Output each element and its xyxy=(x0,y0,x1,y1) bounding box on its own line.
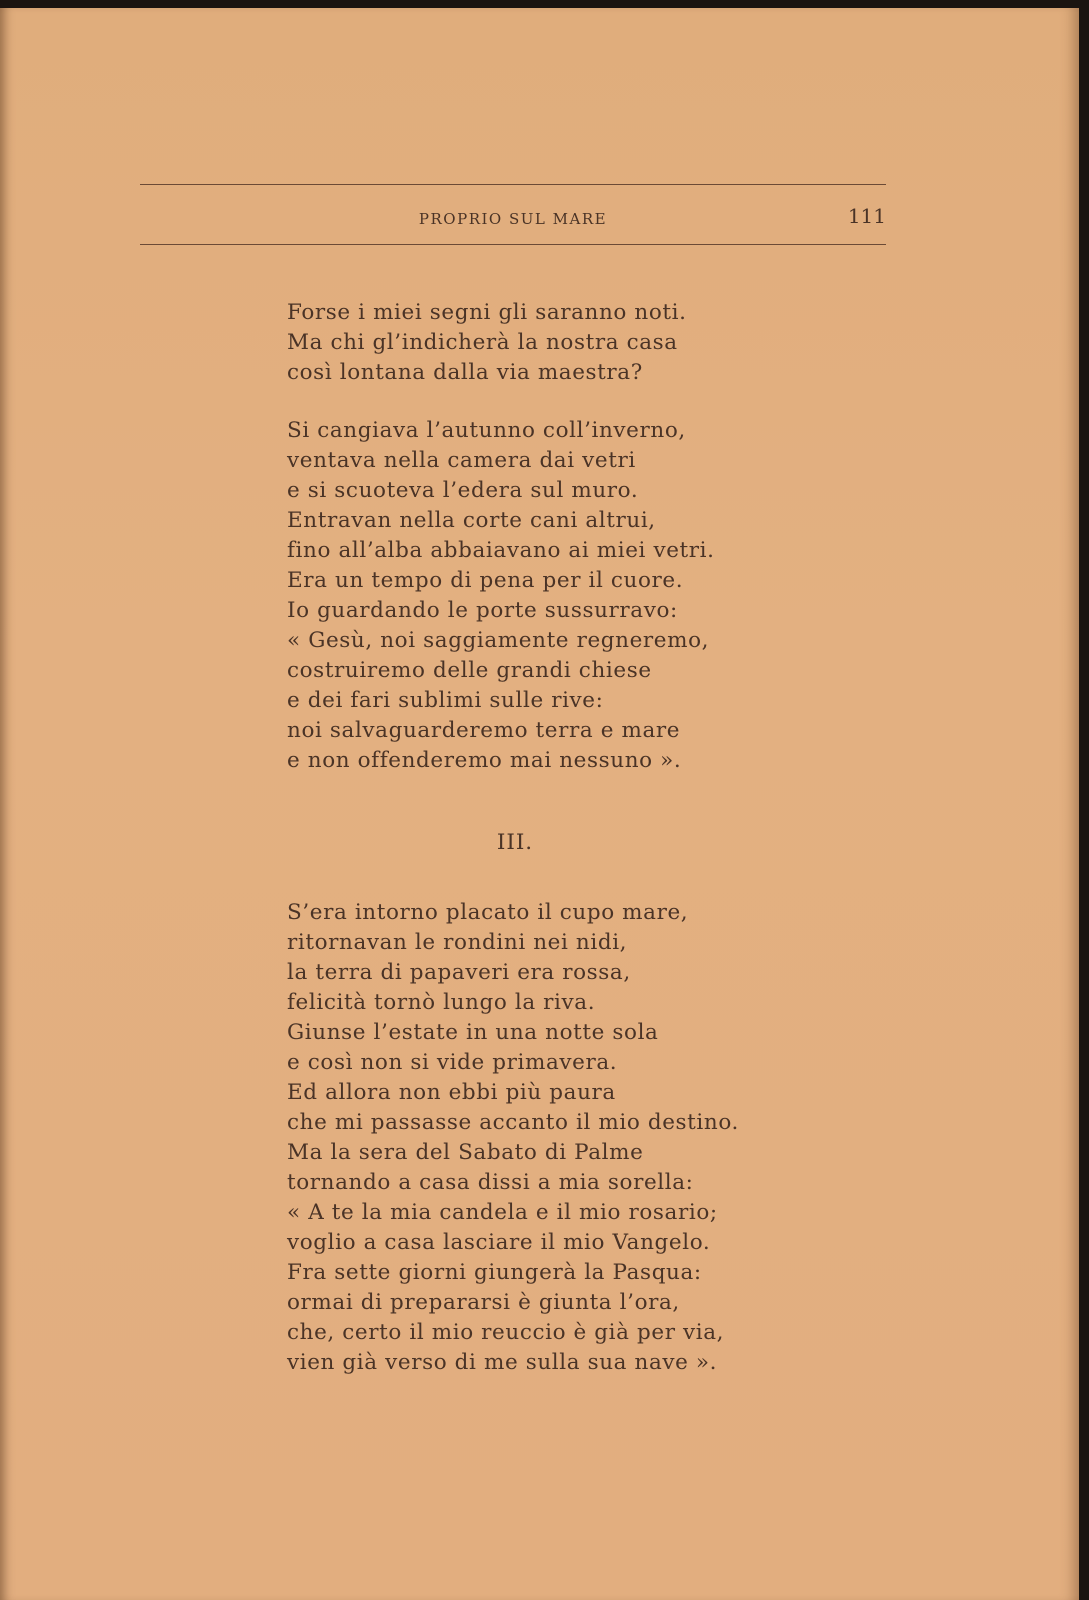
verse-line: Io guardando le porte sussurravo: xyxy=(287,598,678,623)
verse-line: Giunse l’estate in una notte sola xyxy=(287,1020,659,1045)
verse-line: Si cangiava l’autunno coll’inverno, xyxy=(287,418,686,443)
verse-line: Entravan nella corte cani altrui, xyxy=(287,508,656,533)
book-page xyxy=(0,8,1079,1600)
verse-line: che, certo il mio reuccio è già per via, xyxy=(287,1320,725,1345)
header-rule-bottom xyxy=(140,244,886,245)
verse-line: « A te la mia candela e il mio rosario; xyxy=(287,1200,718,1225)
verse-line: ritornavan le rondini nei nidi, xyxy=(287,930,628,955)
verse-line: Ed allora non ebbi più paura xyxy=(287,1080,616,1105)
running-title: PROPRIO SUL MARE xyxy=(418,210,608,228)
verse-line: costruiremo delle grandi chiese xyxy=(287,658,652,683)
verse-line: e dei fari sublimi sulle rive: xyxy=(287,688,604,713)
verse-line: « Gesù, noi saggiamente regneremo, xyxy=(287,628,710,653)
verse-line: noi salvaguarderemo terra e mare xyxy=(287,718,681,743)
verse-line: tornando a casa dissi a mia sorella: xyxy=(287,1170,694,1195)
verse-line: voglio a casa lasciare il mio Vangelo. xyxy=(287,1230,711,1255)
verse-line: Fra sette giorni giungerà la Pasqua: xyxy=(287,1260,702,1285)
verse-line: fino all’alba abbaiavano ai miei vetri. xyxy=(287,538,715,563)
stanza-1 xyxy=(287,298,687,388)
page-number: 111 xyxy=(847,204,886,228)
verse-line: e così non si vide primavera. xyxy=(287,1050,618,1075)
verse-line: Ma chi gl’indicherà la nostra casa xyxy=(287,330,678,355)
verse-line: vien già verso di me sulla sua nave ». xyxy=(287,1350,718,1375)
section-numeral: III. xyxy=(496,830,534,855)
verse-line: che mi passasse accanto il mio destino. xyxy=(287,1110,739,1135)
verse-line: Era un tempo di pena per il cuore. xyxy=(287,568,684,593)
verse-line: la terra di papaveri era rossa, xyxy=(287,960,631,985)
verse-line: felicità tornò lungo la riva. xyxy=(287,990,596,1015)
verse-line: Ma la sera del Sabato di Palme xyxy=(287,1140,644,1165)
verse-line: ventava nella camera dai vetri xyxy=(287,448,636,473)
header-rule-top xyxy=(140,184,886,185)
verse-line: Forse i miei segni gli saranno noti. xyxy=(287,300,687,325)
verse-line: ormai di prepararsi è giunta l’ora, xyxy=(287,1290,680,1315)
stanza-3 xyxy=(287,898,739,1378)
verse-line: e si scuoteva l’edera sul muro. xyxy=(287,478,639,503)
verse-line: così lontana dalla via maestra? xyxy=(287,360,643,385)
stanza-2 xyxy=(287,416,715,776)
verse-line: S’era intorno placato il cupo mare, xyxy=(287,900,689,925)
verse-line: e non offenderemo mai nessuno ». xyxy=(287,748,682,773)
running-head xyxy=(140,204,886,234)
